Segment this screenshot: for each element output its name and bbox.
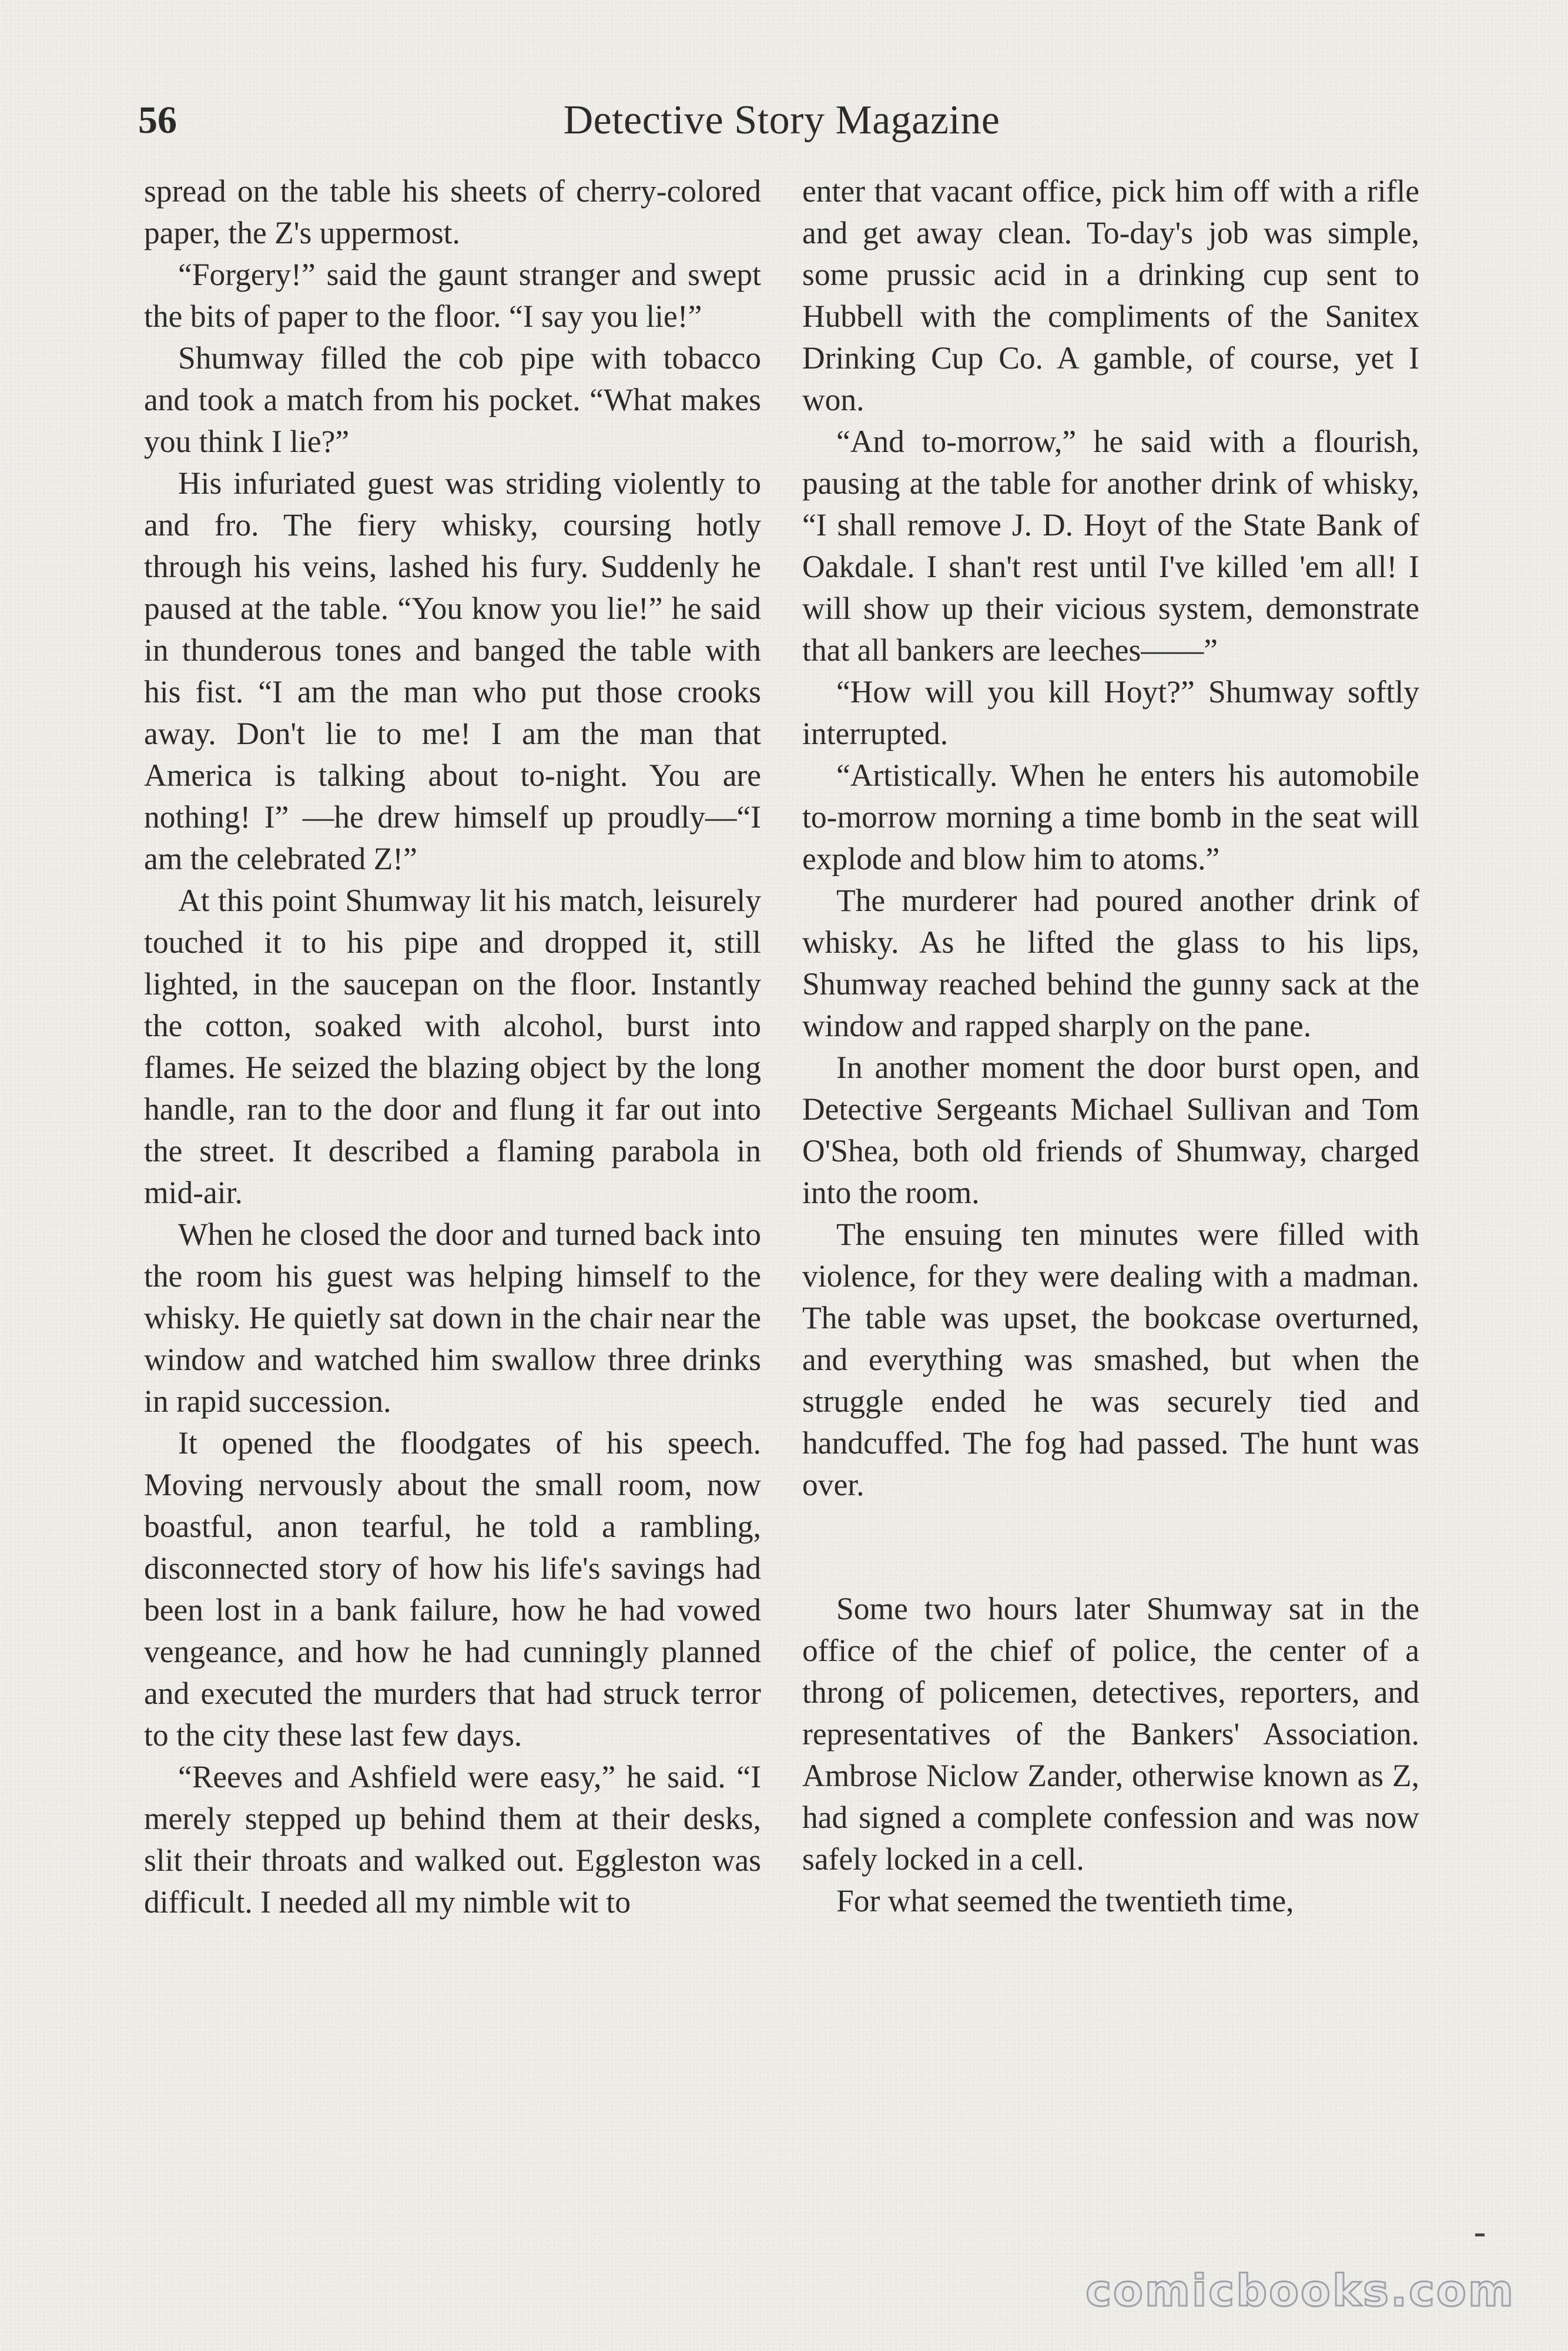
right-column [802,170,1419,1922]
running-title: Detective Story Magazine [563,98,1000,143]
watermark: comicbooks.com [1085,2266,1515,2316]
paragraph: It opened the floodgates of his speech. Moving nervously about the small room, now boastful, anon tearful, he told a rambling, disconnected story of how his life's savings had been lost in a bank failure, how he had vowed vengeance, and how he had cunningly planned and executed the murders that had struck terror to the city these last few days. [144,1425,761,1753]
paragraph: “How will you kill Hoyt?” Shumway softly interrupted. [802,674,1419,751]
margin-mark [1475,2233,1485,2236]
paragraph: enter that vacant office, pick him off with a rifle and get away clean. To-day's job was simple, some prussic acid in a drinking cup sent to Hubbell with the compliments of the Sanitex Drinking Cup Co. A gamble, of course, yet I won. [802,173,1419,417]
paragraph: When he closed the door and turned back into the room his guest was helping himself to the whisky. He quietly sat down in the chair near the window and watched him swallow three drinks in rapid succession. [144,1217,761,1419]
paragraph: spread on the table his sheets of cherry-colored paper, the Z's uppermost. [144,173,761,250]
paragraph: “Artistically. When he enters his automobile to-morrow morning a time bomb in the seat will explode and blow him to atoms.” [802,758,1419,876]
paragraph: “Forgery!” said the gaunt stranger and swept the bits of paper to the floor. “I say you lie!” [144,257,761,334]
paragraph: The murderer had poured another drink of whisky. As he lifted the glass to his lips, Shumway reached behind the gunny sack at the window and rapped sharply on the pane. [802,883,1419,1043]
page-number: 56 [138,99,177,142]
paragraph: For what seemed the twentieth time, [836,1883,1294,1918]
paragraph: At this point Shumway lit his match, leisurely touched it to his pipe and dropped it, still lighted, in the saucepan on the floor. Instantly the cotton, soaked with alcohol, burst into flames. He seized the blazing object by the long handle, ran to the door and flung it far out into the street. It described a flaming parabola in mid-air. [144,883,761,1210]
paragraph: “And to-morrow,” he said with a flourish, pausing at the table for another drink of whisky, “I shall remove J. D. Hoyt of the State Bank of Oakdale. I shan't rest until I've killed 'em all! I will show up their vicious system, demonstrate that all bankers are leeches——” [802,424,1419,668]
page-header [138,88,1425,153]
paragraph: “Reeves and Ashfield were easy,” he said. “I merely stepped up behind them at their desks, slit their throats and walked out. Eggleston was difficult. I needed all my nimble wit to [144,1759,761,1920]
paragraph: In another moment the door burst open, and Detective Sergeants Michael Sullivan and Tom O'Shea, both old friends of Shumway, charged into the room. [802,1050,1419,1210]
paragraph-section-start: Some two hours later Shumway sat in the office of the chief of police, the center of a throng of policemen, detectives, reporters, and representatives of the Bankers' Association. Ambrose Niclow Zander, otherwise known as Z, had signed a complete confession and was now safely locked in a cell. [802,1591,1419,1877]
paragraph: His infuriated guest was striding violently to and fro. The fiery whisky, coursing hotly through his veins, lashed his fury. Suddenly he paused at the table. “You know you lie!” he said in thunderous tones and banged the table with his fist. “I am the man who put those crooks away. Don't lie to me! I am the man that America is talking about to-night. You are nothing! I” —he drew himself up proudly—“I am the celebrated Z!” [144,465,761,876]
paragraph: Shumway filled the cob pipe with tobacco and took a match from his pocket. “What makes you think I lie?” [144,340,761,459]
left-column [144,170,761,1923]
paragraph: The ensuing ten minutes were filled with violence, for they were dealing with a madman. The table was upset, the bookcase overturned, and everything was smashed, but when the struggle ended he was securely tied and handcuffed. The fog had passed. The hunt was over. [802,1217,1419,1502]
